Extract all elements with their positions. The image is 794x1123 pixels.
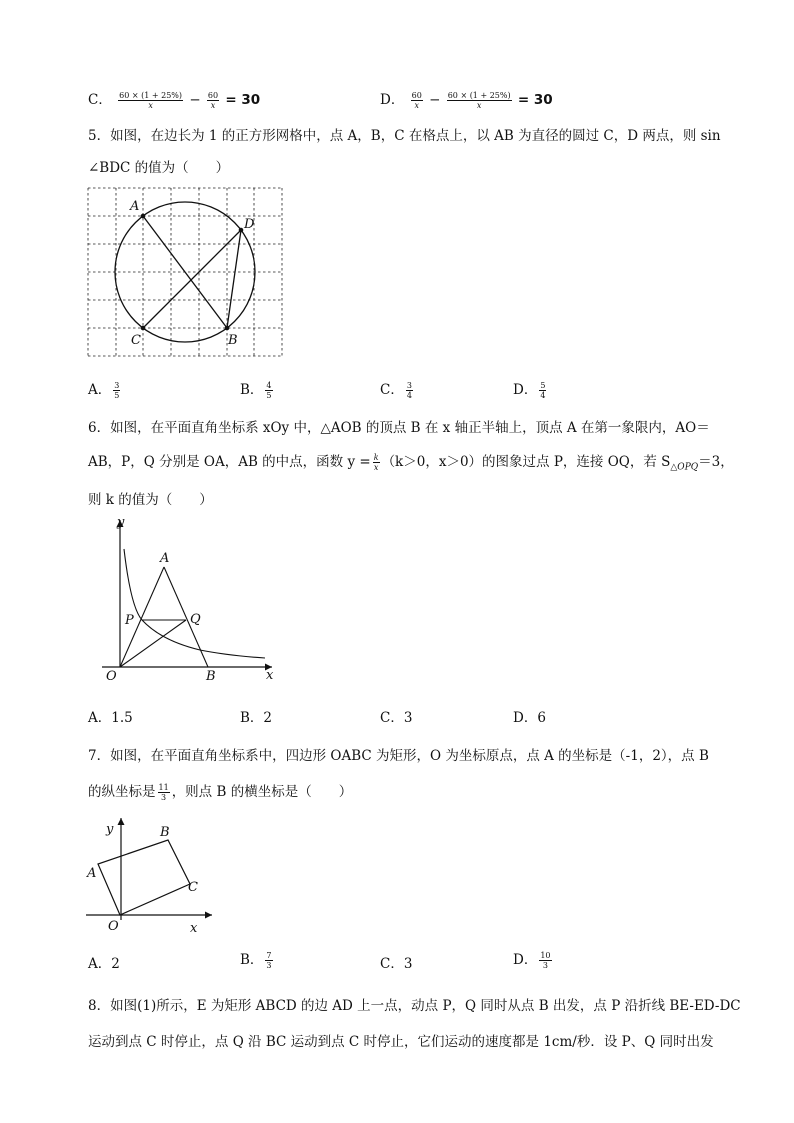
q7-rectangle-figure: [84, 812, 224, 938]
q7-rectangle-oabc: [98, 840, 190, 915]
q7-label-o: O: [108, 919, 119, 934]
q7-label-x: x: [190, 921, 198, 936]
q6-option-c[interactable]: C．3: [380, 710, 413, 726]
q7-option-b[interactable]: B． $\frac{7}{3}$: [240, 951, 272, 970]
q7-label-a: A: [87, 866, 97, 881]
q6-stem-line3: 则 k 的值为（ ）: [88, 492, 213, 508]
q8-stem-line1: 8．如图(1)所示，E 为矩形 ABCD 的边 AD 上一点，动点 P，Q 同时从点 B 出发，点 P 沿折线 BE-ED-DC: [88, 998, 741, 1014]
q5-grid-circle-figure: [84, 182, 286, 362]
q6-label-q: Q: [190, 612, 201, 627]
q7-label-b: B: [160, 825, 170, 840]
fraction: $\frac{60 \times (1 + 25\%)}{x}$: [447, 91, 511, 110]
q6-label-x: x: [266, 668, 274, 683]
q6-stem-line1: 6．如图，在平面直角坐标系 xOy 中，△AOB 的顶点 B 在 x 轴正半轴上，顶点 A 在第一象限内，AO＝: [88, 420, 710, 436]
q8-stem-line2: 运动到点 C 时停止，点 Q 沿 BC 运动到点 C 时停止，它们运动的速度都是 1cm/秒．设 P、Q 同时出发: [88, 1034, 714, 1050]
q6-label-b: B: [206, 669, 216, 684]
q6-label-p: P: [125, 613, 134, 628]
q5-label-b: B: [228, 333, 238, 348]
q6-option-d[interactable]: D．6: [513, 710, 546, 726]
q5-option-d[interactable]: D． $\frac{5}{4}$: [513, 381, 546, 400]
q5-option-c[interactable]: C． $\frac{3}{4}$: [380, 381, 412, 400]
q5-label-c: C: [131, 333, 141, 348]
q6-stem-line2: AB，P，Q 分别是 OA，AB 的中点，函数 y = $\frac{k}{x}$ （k＞0，x＞0）的图象过点 P，连接 OQ，若 $S_{\triangle OPQ}=3$，: [88, 453, 734, 473]
q4-option-c[interactable]: C． $\frac{60 \times (1 + 25\%)}{x}$ − $\frac{60}{x}$ = 30: [88, 91, 261, 110]
q5-option-a[interactable]: A． $\frac{3}{5}$: [88, 381, 120, 400]
q6-coordinate-figure: [100, 512, 285, 687]
q7-stem-line2: 的纵坐标是 $\frac{11}{3}$ ，则点 B 的横坐标是（ ）: [88, 783, 353, 802]
q6-label-a: A: [160, 551, 170, 566]
q6-hyperbola: [124, 549, 265, 658]
q5-segment-db: [227, 230, 241, 328]
q6-label-y: y: [117, 515, 125, 530]
q7-option-c[interactable]: C．3: [380, 956, 413, 972]
q7-label-y: y: [106, 822, 114, 837]
q5-stem-line2: ∠BDC 的值为（ ）: [88, 160, 230, 176]
q7-label-c: C: [188, 880, 198, 895]
q5-stem-line1: 5．如图，在边长为 1 的正方形网格中，点 A，B，C 在格点上，以 AB 为直径的圆过 C，D 两点，则 sin: [88, 128, 721, 144]
fraction: $\frac{60}{x}$: [411, 91, 422, 110]
q6-label-o: O: [106, 669, 117, 684]
q4-option-d[interactable]: D． $\frac{60}{x}$ − $\frac{60 \times (1 + 25\%)}{x}$ = 30: [380, 91, 553, 110]
q5-option-b[interactable]: B． $\frac{4}{5}$: [240, 381, 272, 400]
q5-segment-cd: [143, 230, 241, 328]
q7-stem-line1: 7．如图，在平面直角坐标系中，四边形 OABC 为矩形，O 为坐标原点，点 A 的坐标是（-1，2），点 B: [88, 748, 709, 764]
q7-option-a[interactable]: A．2: [88, 956, 120, 972]
q6-option-b[interactable]: B．2: [240, 710, 273, 726]
q5-label-d: D: [244, 217, 255, 232]
q6-option-a[interactable]: A．1.5: [88, 710, 133, 726]
fraction: $\frac{60}{x}$: [207, 91, 219, 110]
q6-segment-ab: [164, 567, 208, 667]
q7-option-d[interactable]: D． $\frac{10}{3}$: [513, 951, 551, 970]
fraction: $\frac{60 \times (1 + 25\%)}{x}$: [119, 91, 183, 110]
q5-label-a: A: [130, 199, 140, 214]
